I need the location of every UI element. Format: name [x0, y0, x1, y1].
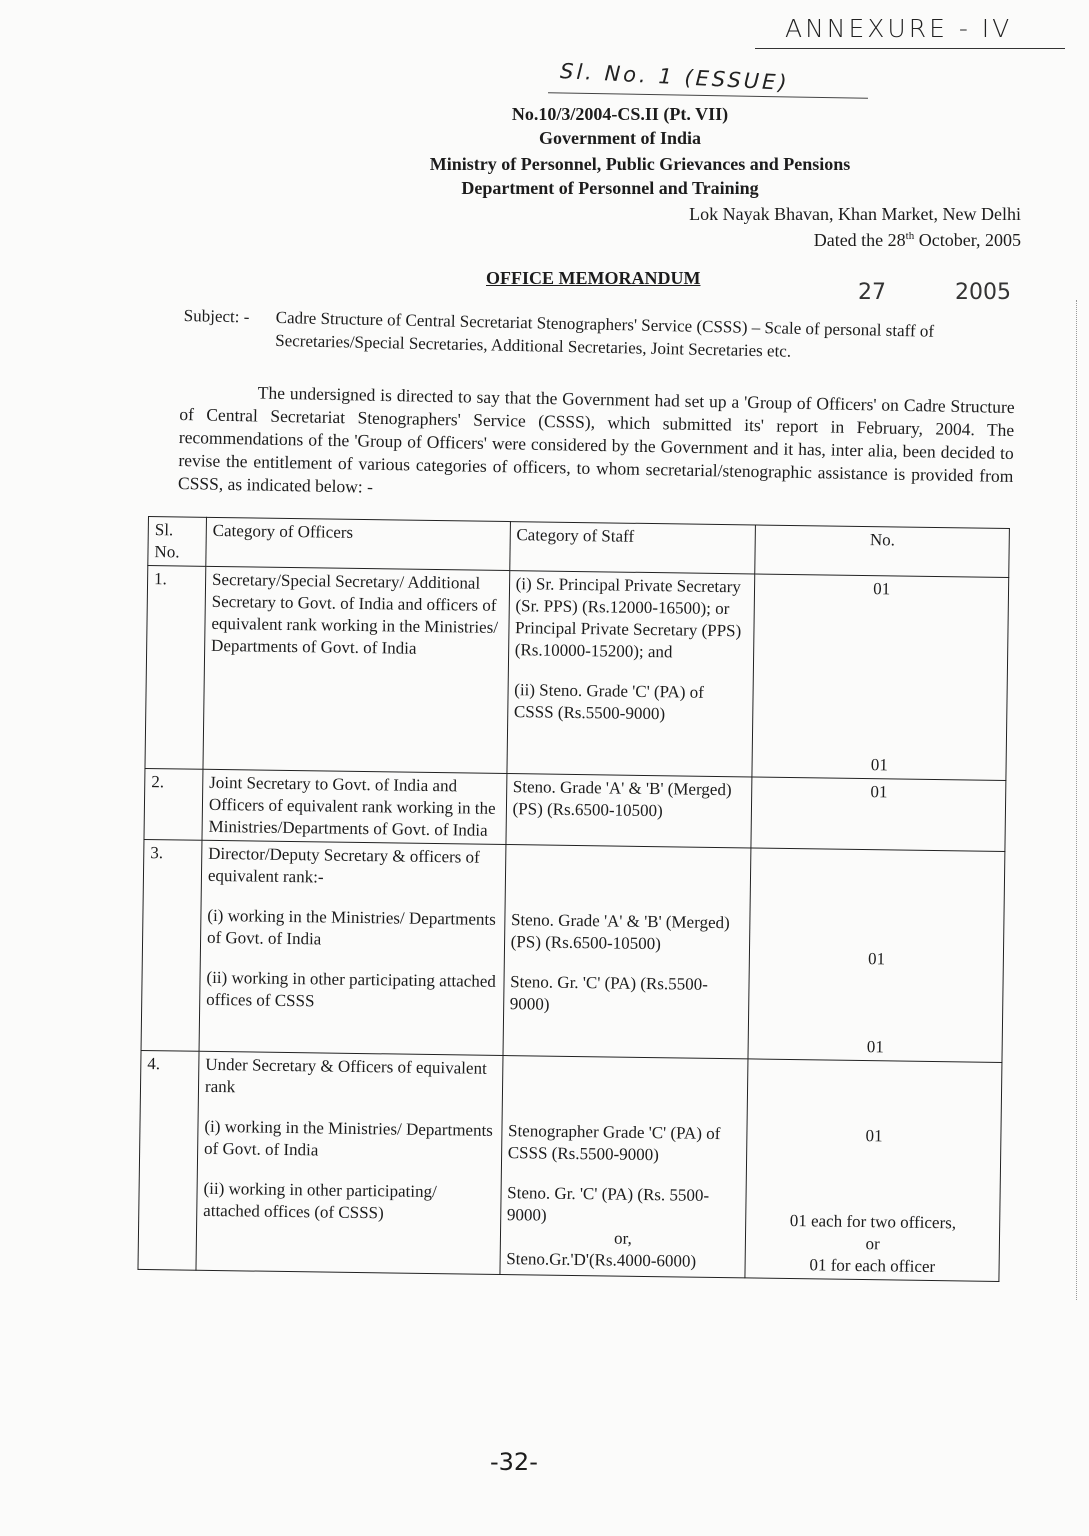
- header-number: No.: [755, 525, 1009, 578]
- row-officers: Joint Secretary to Govt. of India and Officers of equivalent rank working in the Ministries/Departments of Govt. of India: [202, 769, 507, 844]
- table-row: [141, 839, 1005, 1062]
- file-number: No.10/3/2004-CS.II (Pt. VII): [511, 104, 729, 124]
- date-stamp-year: 2005: [955, 280, 1011, 305]
- row-number: 01: [751, 777, 1006, 852]
- subject-label: Subject: -: [183, 305, 250, 327]
- body-paragraph: The undersigned is directed to say that the Government had set up a 'Group of Officers' on Cadre Structure of Central Secretariat Stenographers' Service (CSSS), which submitted its' report in February, 2004. The recommendations of the 'Group of Officers' were considered by the Government and it has, inter alia, been decided to revise the entitlement of various categories of officers, to whom secretarial/stenographic assistance is provided from CSSS, as indicated below: -: [177, 382, 1015, 497]
- row-staff: Steno. Grade 'A' & 'B' (Merged) (PS) (Rs.6500-10500): [506, 774, 753, 848]
- serial-number-underline: [548, 92, 868, 99]
- serial-number-handwritten-note: Sl. No. 1 (ESSUE): [559, 59, 791, 95]
- row-number: 01 01 each for two officers, or 01 for each officer: [745, 1059, 1002, 1282]
- page-number: -32-: [490, 1448, 538, 1476]
- government-heading: Government of India: [539, 128, 701, 148]
- table-row: [138, 1050, 1002, 1281]
- memo-title: OFFICE MEMORANDUM: [486, 268, 701, 288]
- row-sl: 4.: [138, 1050, 199, 1270]
- department-heading: Department of Personnel and Training: [461, 178, 759, 198]
- annexure-underline: [755, 48, 1065, 49]
- row-sl: 3.: [141, 839, 202, 1051]
- subject-text: Cadre Structure of Central Secretariat Stenographers' Service (CSSS) – Scale of personal staff of Secretaries/Special Secretaries, Additional Secretaries, Joint Secretaries etc.: [275, 307, 935, 361]
- annexure-handwritten-label: ANNEXURE - IV: [785, 14, 1013, 43]
- subject-block: [183, 304, 1016, 361]
- row-officers: Under Secretary & Officers of equivalent rank (i) working in the Ministries/ Departments of Govt. of India (ii) working in other participating/ attached offices (of CSSS): [196, 1051, 503, 1274]
- row-number: 01 01: [752, 574, 1008, 781]
- memo-date: Dated the 28th October, 2005: [813, 230, 1021, 250]
- row-staff: Stenographer Grade 'C' (PA) of CSSS (Rs.5500-9000) Steno. Gr. 'C' (PA) (Rs. 5500-9000) or, Steno.Gr.'D'(Rs.4000-6000): [500, 1056, 749, 1278]
- header-category-of-officers: Category of Officers: [206, 517, 510, 570]
- row-sl: 1.: [145, 566, 206, 770]
- scan-margin-marks: [1072, 300, 1077, 1300]
- header-sl-no: Sl. No.: [148, 517, 207, 567]
- row-staff: Steno. Grade 'A' & 'B' (Merged) (PS) (Rs.6500-10500) Steno. Gr. 'C' (PA) (Rs.5500-9000): [503, 845, 752, 1059]
- entitlement-table: [137, 516, 1009, 1282]
- ministry-heading: Ministry of Personnel, Public Grievances and Pensions: [429, 154, 851, 174]
- header-category-of-staff: Category of Staff: [509, 522, 755, 574]
- row-number: 01 01: [748, 848, 1004, 1063]
- date-stamp-day: 27: [858, 280, 886, 305]
- row-sl: 2.: [144, 768, 203, 840]
- office-address: Lok Nayak Bhavan, Khan Market, New Delhi: [689, 204, 1021, 224]
- table-row: [145, 566, 1009, 781]
- table-row: [144, 768, 1006, 851]
- row-staff: (i) Sr. Principal Private Secretary (Sr. PPS) (Rs.12000-16500); or Principal Private Secretary (PPS) (Rs.10000-15200); and (ii) Steno. Grade 'C' (PA) of CSSS (Rs.5500-9000): [507, 571, 756, 777]
- row-officers: Director/Deputy Secretary & officers of equivalent rank:- (i) working in the Ministries/ Departments of Govt. of India (ii) working in other participating attached offices of CSSS: [199, 840, 506, 1055]
- row-officers: Secretary/Special Secretary/ Additional Secretary to Govt. of India and officers of equivalent rank working in the Ministries/ Departments of Govt. of India: [203, 566, 509, 773]
